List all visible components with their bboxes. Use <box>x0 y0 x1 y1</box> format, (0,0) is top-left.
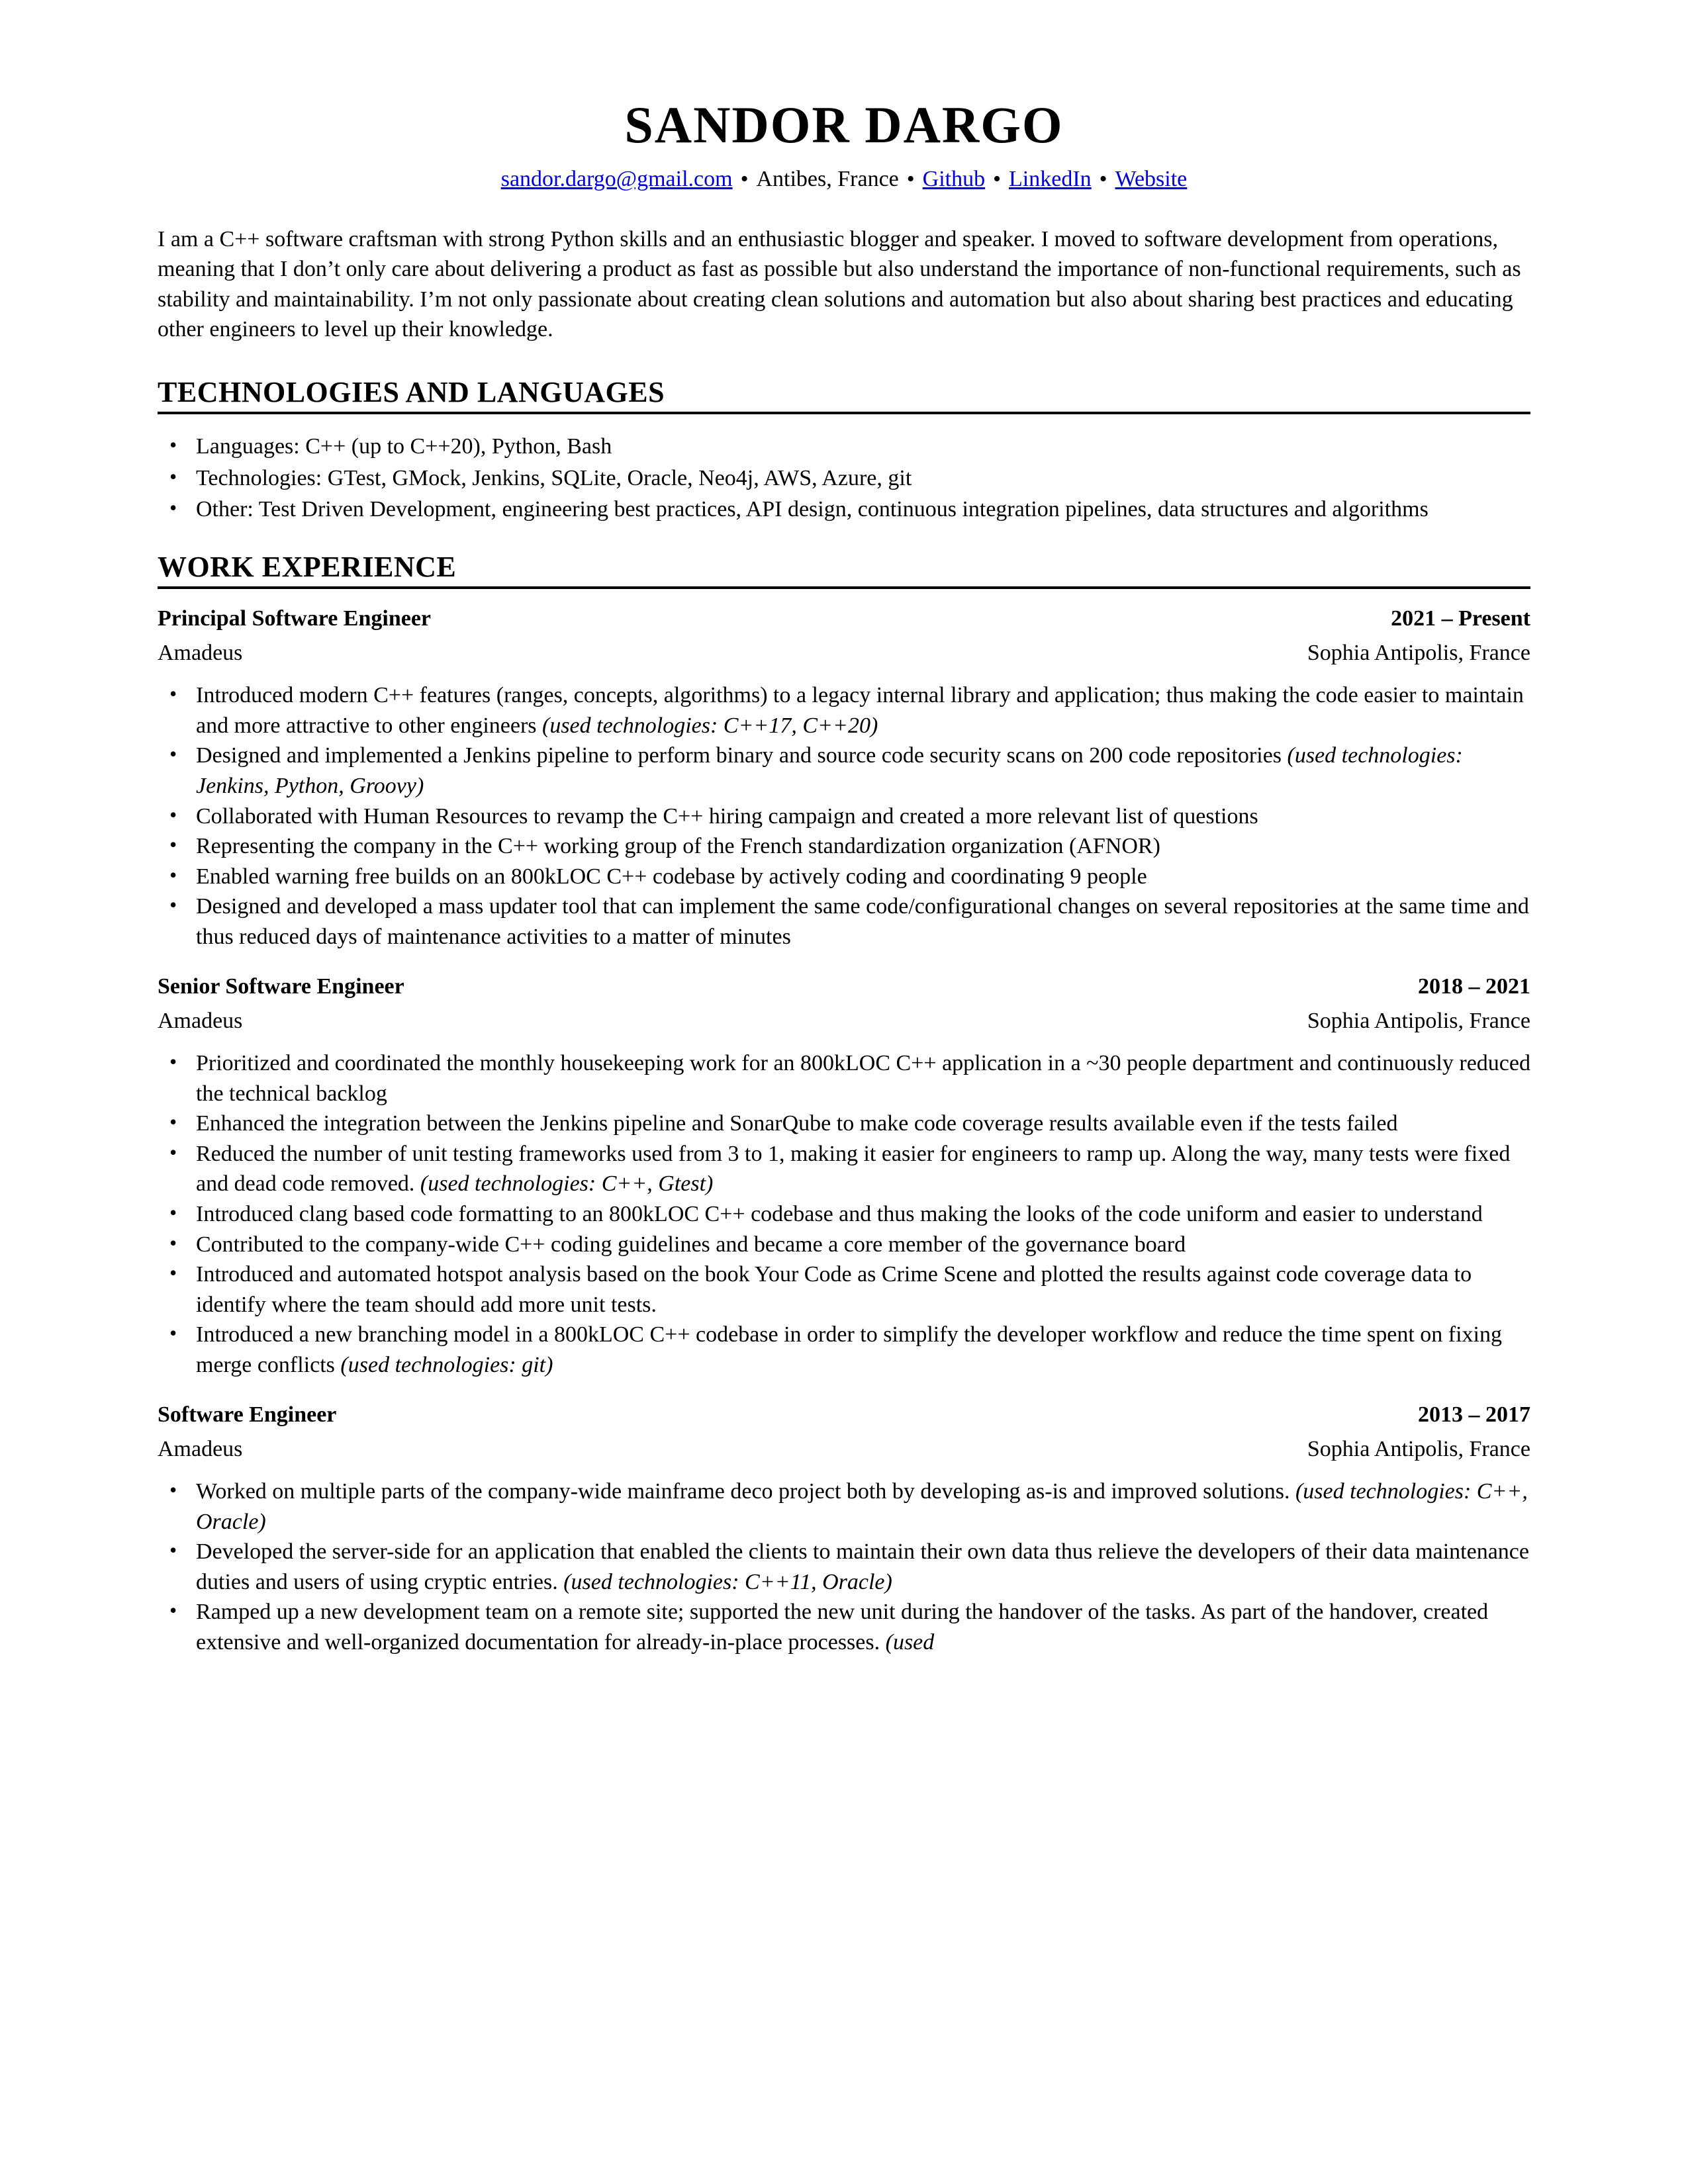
job-entry <box>158 974 1530 1380</box>
list-item <box>158 741 1530 801</box>
list-item <box>158 1139 1530 1199</box>
job-meta-row <box>158 641 1530 666</box>
contact-separator: • <box>1099 167 1107 191</box>
bullet-text: Enabled warning free builds on an 800kLOC C++ codebase by actively coding and coordinating 9 people <box>196 864 1147 889</box>
email-link[interactable]: sandor.dargo@gmail.com <box>500 167 733 191</box>
location-text: Antibes, France <box>756 167 899 191</box>
list-item <box>158 1259 1530 1320</box>
list-item <box>158 1048 1530 1109</box>
job-company: Amadeus <box>158 641 243 666</box>
bullet-text: Introduced a new branching model in a 800kLOC C++ codebase in order to simplify the developer workflow and reduce the time spent on fixing merge conflicts <box>196 1322 1502 1377</box>
bullet-text: Contributed to the company-wide C++ coding guidelines and became a core member of the governance board <box>196 1232 1186 1257</box>
job-title-row <box>158 974 1530 999</box>
job-title-row <box>158 606 1530 631</box>
contact-line <box>158 165 1530 194</box>
list-item <box>158 1477 1530 1537</box>
bullet-technologies-note: (used <box>885 1630 935 1655</box>
job-meta-row <box>158 1009 1530 1034</box>
contact-separator: • <box>993 167 1002 191</box>
job-company: Amadeus <box>158 1009 243 1034</box>
bullet-text: Reduced the number of unit testing frameworks used from 3 to 1, making it easier for engineers to ramp up. Along the way, many tests were fixed and dead code removed. <box>196 1141 1511 1197</box>
job-title: Principal Software Engineer <box>158 606 431 631</box>
list-item <box>158 891 1530 952</box>
bullet-text: Introduced clang based code formatting to an 800kLOC C++ codebase and thus making the looks of the code uniform and easier to understand <box>196 1202 1483 1227</box>
contact-separator: • <box>740 167 749 191</box>
bullet-technologies-note: (used technologies: git) <box>340 1352 553 1377</box>
list-item <box>158 862 1530 892</box>
page-title: SANDOR DARGO <box>624 96 1064 154</box>
job-bullet-list <box>158 1477 1530 1657</box>
github-link[interactable]: Github <box>922 167 986 191</box>
job-title: Senior Software Engineer <box>158 974 404 999</box>
list-item <box>158 831 1530 862</box>
bullet-text: Ramped up a new development team on a remote site; supported the new unit during the handover of the tasks. As part of the handover, created extensive and well-organized documentation for already-in-place processes. <box>196 1600 1489 1655</box>
bullet-text: Developed the server-side for an application that enabled the clients to maintain their own data thus relieve the developers of their data maintenance duties and users of using cryptic entries. <box>196 1539 1529 1594</box>
linkedin-link[interactable]: LinkedIn <box>1009 167 1092 191</box>
list-item <box>158 1320 1530 1380</box>
bullet-text: Introduced modern C++ features (ranges, concepts, algorithms) to a legacy internal library and application; thus making the code easier to maintain and more attractive to other engineers <box>196 683 1524 738</box>
website-link[interactable]: Website <box>1115 167 1188 191</box>
bullet-text: Designed and implemented a Jenkins pipeline to perform binary and source code security scans on 200 code repositories <box>196 743 1288 768</box>
technologies-section <box>158 377 1530 525</box>
technologies-list <box>158 432 1530 525</box>
job-entry <box>158 606 1530 952</box>
job-location: Sophia Antipolis, France <box>1307 1009 1530 1034</box>
job-bullet-list <box>158 680 1530 952</box>
job-title-row <box>158 1402 1530 1428</box>
bullet-technologies-note: (used technologies: C++17, C++20) <box>542 713 878 738</box>
list-item <box>158 1199 1530 1230</box>
job-location: Sophia Antipolis, France <box>1307 1437 1530 1462</box>
bullet-text: Representing the company in the C++ working group of the French standardization organization (AFNOR) <box>196 834 1160 859</box>
contact-separator: • <box>906 167 915 191</box>
section-divider <box>158 412 1530 414</box>
bullet-technologies-note: (used technologies: C++, Gtest) <box>420 1171 714 1197</box>
job-meta-row <box>158 1437 1530 1462</box>
bullet-text: Designed and developed a mass updater tool that can implement the same code/configurational changes on several repositories at the same time and thus reduced days of maintenance activities to a matter of minutes <box>196 894 1529 949</box>
list-item: • Technologies: GTest, GMock, Jenkins, SQLite, Oracle, Neo4j, AWS, Azure, git <box>158 463 1530 494</box>
list-item <box>158 1230 1530 1260</box>
bullet-text: Enhanced the integration between the Jenkins pipeline and SonarQube to make code coverage results available even if the tests failed <box>196 1111 1398 1136</box>
list-item: • Other: Test Driven Development, engineering best practices, API design, continuous integration pipelines, data structures and algorithms <box>158 494 1530 525</box>
list-item <box>158 680 1530 741</box>
bullet-text: Collaborated with Human Resources to revamp the C++ hiring campaign and created a more relevant list of questions <box>196 803 1258 829</box>
job-company: Amadeus <box>158 1437 243 1462</box>
bullet-text: Introduced and automated hotspot analysis based on the book Your Code as Crime Scene and plotted the results against code coverage data to identify where the team should add more unit tests. <box>196 1262 1472 1317</box>
job-title: Software Engineer <box>158 1402 337 1428</box>
bullet-technologies-note: (used technologies: C++11, Oracle) <box>563 1569 892 1594</box>
list-item <box>158 1597 1530 1657</box>
work-experience-section <box>158 551 1530 1658</box>
job-list <box>158 606 1530 1657</box>
job-entry <box>158 1402 1530 1657</box>
list-item <box>158 1109 1530 1139</box>
job-location: Sophia Antipolis, France <box>1307 641 1530 666</box>
list-item: • Languages: C++ (up to C++20), Python, Bash <box>158 432 1530 462</box>
job-dates: 2021 – Present <box>1391 606 1530 631</box>
section-divider <box>158 586 1530 589</box>
job-dates: 2013 – 2017 <box>1418 1402 1530 1428</box>
work-experience-heading: WORK EXPERIENCE <box>158 550 457 583</box>
bullet-text: Worked on multiple parts of the company-wide mainframe deco project both by developing as-is and improved solutions. <box>196 1479 1295 1504</box>
job-dates: 2018 – 2021 <box>1418 974 1530 999</box>
bullet-technologies-note: (used technologies: C++, Oracle) <box>196 1479 1528 1534</box>
list-item <box>158 1537 1530 1597</box>
technologies-heading: TECHNOLOGIES AND LANGUAGES <box>158 375 665 408</box>
list-item <box>158 801 1530 832</box>
bullet-technologies-note: (used technologies: Jenkins, Python, Groovy) <box>196 743 1463 798</box>
bullet-text: Prioritized and coordinated the monthly housekeeping work for an 800kLOC C++ application in a ~30 people department and continuously reduced the technical backlog <box>196 1051 1530 1106</box>
job-bullet-list <box>158 1048 1530 1380</box>
summary-paragraph: I am a C++ software craftsman with strong Python skills and an enthusiastic blogger and speaker. I moved to software development from operations, meaning that I don’t only care about delivering a product as fast as possible but also understand the importance of non-functional requirements, such as stability and maintainability. I’m not only passionate about creating clean solutions and automation but also about sharing best practices and educating other engineers to level up their knowledge. <box>158 226 1521 342</box>
